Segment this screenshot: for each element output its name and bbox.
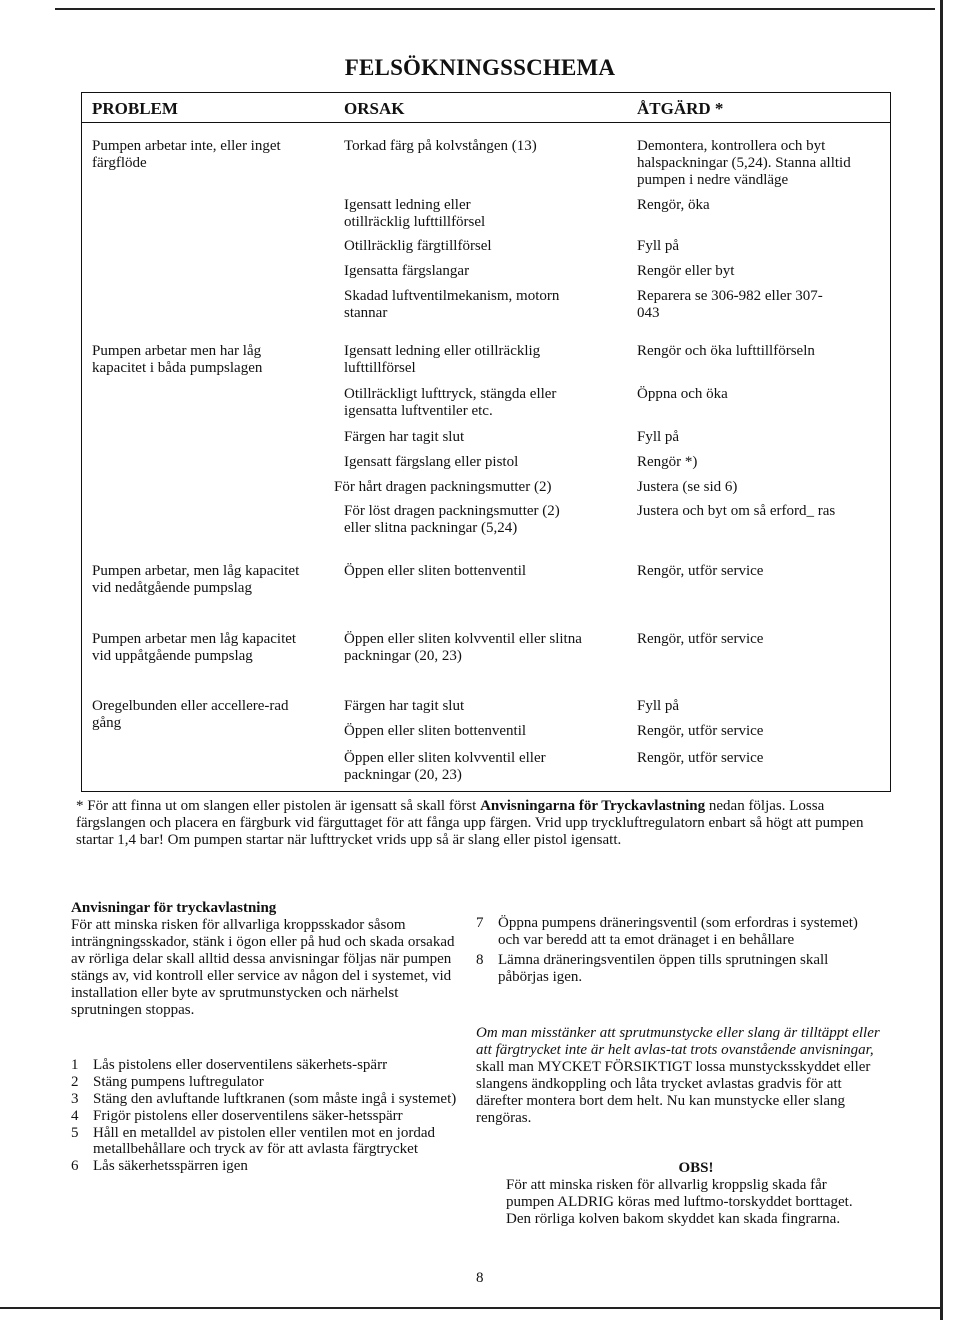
table-footnote xyxy=(76,798,886,849)
troubleshooting-table xyxy=(81,92,891,792)
action-cell: Rengör *) xyxy=(637,454,698,470)
header-problem: PROBLEM xyxy=(92,99,178,118)
cause-cell: Torkad färg på kolvstången (13) xyxy=(344,138,537,154)
action-cell: Fyll på xyxy=(637,429,680,445)
list-item xyxy=(476,915,876,949)
relief-intro: För att minska risken för allvarliga kroppsskador såsom inträngningsskador, stänk i ögon eller på hud och skada orsakad av rörliga delar skall alltid dessa anvisningar följas när pumpen stängs av, vid kontroll eller service av någon del i systemet, vid installation eller byte av sprutmunstycken och närhelst sprutningen stoppas. xyxy=(71,917,455,1018)
obs-notice xyxy=(476,1160,876,1228)
step-number: 1 xyxy=(71,1057,79,1073)
action-cell: Fyll på xyxy=(637,698,680,714)
step-text: Stäng den avluftande luftkranen (som måste ingå i systemet) xyxy=(93,1091,457,1107)
step-number: 3 xyxy=(71,1091,79,1107)
step-text: Stäng pumpens luftregulator xyxy=(93,1074,264,1090)
step-text: Öppna pumpens dräneringsventil (som erfordras i systemet) och var beredd att ta emot dränaget i en behållare xyxy=(498,915,858,948)
cause-cell: För hårt dragen packningsmutter (2) xyxy=(334,479,552,495)
step-number: 6 xyxy=(71,1158,79,1174)
page-number: 8 xyxy=(476,1270,484,1286)
cause-cell: Skadad luftventilmekanism, motorn stannar xyxy=(344,288,560,321)
cause-cell: Igensatt färgslang eller pistol xyxy=(344,454,519,470)
action-cell: Fyll på xyxy=(637,238,680,254)
obs-heading: OBS! xyxy=(678,1160,714,1176)
action-cell: Rengör, utför service xyxy=(637,563,764,579)
list-item xyxy=(71,1158,461,1174)
action-cell: Reparera se 306-982 eller 307-043 xyxy=(637,288,823,321)
problem-cell: Oregelbunden eller accellere-rad gång xyxy=(92,698,289,731)
step-text: Lämna dräneringsventilen öppen tills sprutningen skall påbörjas igen. xyxy=(498,952,829,985)
page-title: FELSÖKNINGSSCHEMA xyxy=(344,55,616,80)
cause-cell: Öppen eller sliten kolvventil eller slitna packningar (20, 23) xyxy=(344,631,582,664)
list-item xyxy=(71,1108,461,1124)
problem-cell: Pumpen arbetar, men låg kapacitet vid nedåtgående pumpslag xyxy=(92,563,300,596)
step-number: 4 xyxy=(71,1108,79,1124)
step-text: Lås pistolens eller doserventilens säkerhets-spärr xyxy=(93,1057,388,1073)
page-border-right xyxy=(940,0,943,1320)
header-divider xyxy=(82,122,890,123)
step-text: Håll en metalldel av pistolen eller ventilen mot en jordad metallbehållare och tryck av för att avlasta färgtrycket xyxy=(93,1125,435,1157)
list-item xyxy=(71,1091,461,1107)
action-cell: Demontera, kontrollera och byt halspackningar (5,24). Stanna alltid pumpen i nedre vändläge xyxy=(637,138,851,188)
page-border-top xyxy=(55,8,935,10)
cause-cell: Öppen eller sliten bottenventil xyxy=(344,723,527,739)
header-action: ÅTGÄRD * xyxy=(637,99,724,118)
step-number: 5 xyxy=(71,1125,79,1141)
action-cell: Rengör och öka lufttillförseln xyxy=(637,343,815,359)
list-item xyxy=(476,952,876,986)
relief-steps-right xyxy=(476,915,876,987)
step-number: 7 xyxy=(476,915,484,931)
problem-cell: Pumpen arbetar men har låg kapacitet i båda pumpslagen xyxy=(92,343,263,376)
cause-cell: Öppen eller sliten kolvventil eller packningar (20, 23) xyxy=(344,750,546,783)
list-item xyxy=(71,1125,461,1157)
action-cell: Rengör eller byt xyxy=(637,263,735,279)
cause-cell: Igensatta färgslangar xyxy=(344,263,470,279)
cause-cell: För löst dragen packningsmutter (2) eller slitna packningar (5,24) xyxy=(344,503,560,536)
obs-text: För att minska risken för allvarlig kroppslig skada får pumpen ALDRIG köras med luftmo-torskyddet borttaget. Den rörliga kolven bakom skyddet kan skada fingrarna. xyxy=(506,1177,853,1227)
cause-cell: Otillräcklig färgtillförsel xyxy=(344,238,492,254)
action-cell: Rengör, öka xyxy=(637,197,710,213)
step-number: 2 xyxy=(71,1074,79,1090)
relief-steps-left xyxy=(71,1057,461,1175)
cause-cell: Öppen eller sliten bottenventil xyxy=(344,563,527,579)
header-cause: ORSAK xyxy=(344,99,405,118)
cause-cell: Otillräckligt lufttryck, stängda eller igensatta luftventiler etc. xyxy=(344,386,557,419)
cause-cell: Färgen har tagit slut xyxy=(344,698,465,714)
action-cell: Öppna och öka xyxy=(637,386,728,402)
page-border-bottom xyxy=(0,1307,940,1309)
relief-intro-section xyxy=(71,900,461,1019)
action-cell: Justera (se sid 6) xyxy=(637,479,738,495)
list-item xyxy=(71,1074,461,1090)
problem-cell: Pumpen arbetar men låg kapacitet vid uppåtgående pumpslag xyxy=(92,631,297,664)
cause-cell: Igensatt ledning eller otillräcklig lufttillförsel xyxy=(344,197,486,230)
cause-cell: Igensatt ledning eller otillräcklig lufttillförsel xyxy=(344,343,541,376)
step-text: Frigör pistolens eller doserventilens säker-hetsspärr xyxy=(93,1108,403,1124)
cause-cell: Färgen har tagit slut xyxy=(344,429,465,445)
list-item xyxy=(71,1057,461,1073)
step-text: Lås säkerhetsspärren igen xyxy=(93,1158,248,1174)
step-number: 8 xyxy=(476,952,484,968)
clogged-nozzle-note xyxy=(476,1025,886,1127)
action-cell: Justera och byt om så erford_ ras xyxy=(637,503,836,519)
clogged-nozzle-text: skall man MYCKET FÖRSIKTIGT lossa munstycksskyddet eller slangens ändkoppling och låta trycket avlastas gradvis för att därefter montera bort dem helt. Nu kan munstycke eller slang rengöras. xyxy=(476,1059,871,1126)
action-cell: Rengör, utför service xyxy=(637,631,764,647)
footnote-text-continued: nedan följas. Lossa färgslangen och placera en färgburk vid färguttaget för att fånga upp färgen. Vrid upp tryckluftregulatorn enbart så högt att pumpen startar 1,4 bar! Om pumpen startar när lufttrycket vrids upp så är slang eller pistol igensatt. xyxy=(76,798,864,848)
problem-cell: Pumpen arbetar inte, eller inget färgflöde xyxy=(92,138,281,171)
clogged-nozzle-italic: Om man misstänker att sprutmunstycke eller slang är tilltäppt eller att färgtrycket inte är helt avlas-tat trots ovanstående anvisningar, xyxy=(476,1025,880,1058)
relief-heading: Anvisningar för tryckavlastning xyxy=(71,900,277,916)
action-cell: Rengör, utför service xyxy=(637,750,764,766)
footnote-reference: Anvisningarna för Tryckavlastning xyxy=(480,798,706,814)
action-cell: Rengör, utför service xyxy=(637,723,764,739)
footnote-text: * För att finna ut om slangen eller pistolen är igensatt så skall först xyxy=(76,798,481,814)
